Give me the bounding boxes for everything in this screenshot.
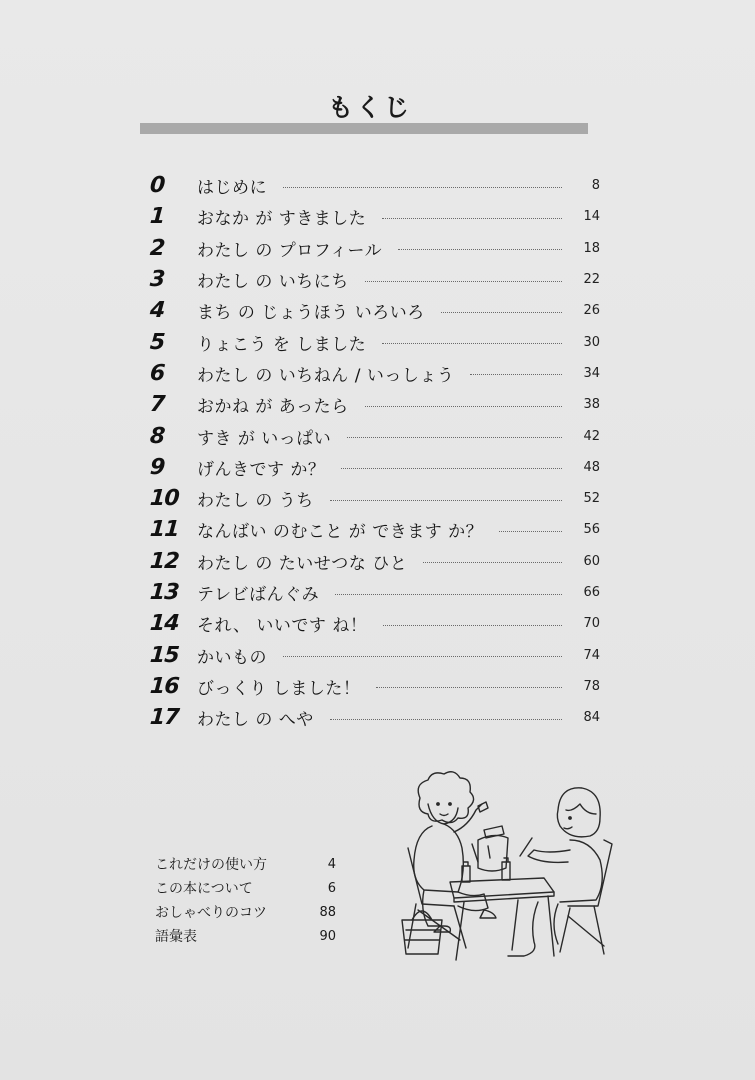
page-title: もくじ xyxy=(327,93,412,122)
chapter-number: 1 xyxy=(149,204,166,230)
chapter-number: 14 xyxy=(149,611,180,637)
chapter-page: 74 xyxy=(583,647,600,663)
chapter-title: おなか が すきました xyxy=(197,209,367,230)
chapter-title: わたし の たいせつな ひと xyxy=(197,553,408,574)
chapter-title: りょこう を しました xyxy=(197,334,367,355)
chapter-row[interactable] xyxy=(150,671,600,702)
appendix-row[interactable] xyxy=(155,900,340,924)
chapter-number: 0 xyxy=(149,173,166,199)
chapter-row[interactable] xyxy=(150,389,600,420)
chapter-number: 6 xyxy=(149,360,166,386)
dot-leader xyxy=(382,342,562,344)
chapter-number: 9 xyxy=(149,454,166,480)
dot-leader xyxy=(330,499,562,501)
appendix-row[interactable] xyxy=(155,924,340,948)
chapter-row[interactable] xyxy=(150,483,600,514)
appendix-title: おしゃべりのコツ xyxy=(155,905,267,921)
chapter-number: 8 xyxy=(149,423,166,449)
chapter-title: わたし の いちにち xyxy=(197,272,349,293)
chapter-row[interactable] xyxy=(150,170,600,201)
dot-leader xyxy=(499,530,562,532)
dot-leader xyxy=(330,718,562,720)
appendix-list xyxy=(155,852,340,948)
appendix-title: 語彙表 xyxy=(155,929,197,945)
chapter-title: なんばい のむこと が できます か？ xyxy=(197,522,484,543)
dot-leader xyxy=(335,593,562,595)
dot-leader xyxy=(423,561,562,563)
chapter-page: 66 xyxy=(583,585,600,600)
dot-leader xyxy=(441,311,562,313)
chapter-row[interactable] xyxy=(150,295,600,326)
chapter-row[interactable] xyxy=(150,452,600,483)
chapter-page: 78 xyxy=(583,678,600,694)
chapter-row[interactable] xyxy=(150,233,600,264)
dot-leader xyxy=(376,686,562,688)
chapter-page: 84 xyxy=(583,710,600,726)
chapter-list xyxy=(150,170,600,733)
appendix-page: 90 xyxy=(319,928,336,944)
chapter-row[interactable] xyxy=(150,546,600,577)
right-chair xyxy=(560,840,612,954)
appendix-row[interactable] xyxy=(155,852,340,876)
chapter-number: 2 xyxy=(149,235,166,261)
right-person xyxy=(508,788,602,956)
chapter-row[interactable] xyxy=(150,358,600,389)
chapter-title: はじめに xyxy=(197,178,267,199)
chapter-title: まち の じょうほう いろいろ xyxy=(197,303,425,324)
chapter-number: 4 xyxy=(149,298,166,324)
chapter-title: びっくり しました！ xyxy=(197,678,361,699)
appendix-title: これだけの使い方 xyxy=(155,857,267,873)
appendix-row[interactable] xyxy=(155,876,340,900)
dot-leader xyxy=(365,405,562,407)
chapter-number: 5 xyxy=(149,329,166,355)
chapter-title: わたし の いちねん / いっしょう xyxy=(197,365,455,386)
chapter-row[interactable] xyxy=(150,639,600,670)
chapter-number: 13 xyxy=(149,580,180,605)
chapter-number: 12 xyxy=(149,548,180,574)
chapter-title: かいもの xyxy=(197,647,267,668)
two-people-chatting-at-cafe-table-icon xyxy=(398,770,618,970)
chapter-page: 14 xyxy=(583,209,600,225)
dot-leader xyxy=(365,280,562,282)
appendix-page: 88 xyxy=(319,904,336,920)
dot-leader xyxy=(382,217,562,219)
dot-leader xyxy=(341,467,562,469)
chapter-number: 11 xyxy=(149,517,180,543)
chapter-number: 17 xyxy=(149,705,180,731)
dot-leader xyxy=(283,655,562,657)
appendix-page: 6 xyxy=(327,880,336,896)
appendix-page: 4 xyxy=(327,856,336,872)
chapter-number: 7 xyxy=(149,392,166,418)
chapter-title: わたし の へや xyxy=(197,710,314,731)
chapter-page: 60 xyxy=(583,553,600,569)
chapter-page: 22 xyxy=(583,272,600,288)
chapter-page: 8 xyxy=(591,178,600,194)
chapter-row[interactable] xyxy=(150,577,600,608)
chapter-row[interactable] xyxy=(150,264,600,295)
chapter-number: 15 xyxy=(149,642,180,668)
chapter-row[interactable] xyxy=(150,326,600,357)
chapter-row[interactable] xyxy=(150,201,600,232)
chapter-page: 34 xyxy=(583,365,600,381)
chapter-row[interactable] xyxy=(150,514,600,545)
chapter-number: 3 xyxy=(149,267,166,293)
title-underline-bar xyxy=(140,123,588,134)
dot-leader xyxy=(398,248,562,250)
cafe-table xyxy=(450,826,554,960)
dot-leader xyxy=(347,436,562,438)
dot-leader xyxy=(470,373,562,375)
dot-leader xyxy=(383,624,562,626)
chapter-title: わたし の プロフィール xyxy=(197,240,383,261)
chapter-title: すき が いっぱい xyxy=(197,428,332,449)
chapter-title: それ、 いいです ね！ xyxy=(197,616,368,637)
chapter-title: おかね が あったら xyxy=(197,397,349,418)
chapter-number: 16 xyxy=(149,673,180,699)
chapter-page: 38 xyxy=(583,397,600,413)
chapter-page: 26 xyxy=(583,303,600,319)
chapter-page: 70 xyxy=(583,616,600,632)
dot-leader xyxy=(283,186,562,188)
chapter-page: 42 xyxy=(583,428,600,444)
chapter-page: 52 xyxy=(583,491,600,507)
chapter-page: 18 xyxy=(583,240,600,256)
chapter-number: 10 xyxy=(149,486,180,512)
chapter-page: 30 xyxy=(583,334,600,350)
chapter-page: 48 xyxy=(583,459,600,475)
appendix-title: この本について xyxy=(155,881,253,897)
chapter-title: わたし の うち xyxy=(197,491,314,512)
chapter-title: テレビばんぐみ xyxy=(197,585,320,605)
chapter-page: 56 xyxy=(583,522,600,538)
chapter-row[interactable] xyxy=(150,608,600,639)
chapter-title: げんきです か？ xyxy=(197,459,326,480)
chapter-row[interactable] xyxy=(150,702,600,733)
chapter-row[interactable] xyxy=(150,420,600,451)
